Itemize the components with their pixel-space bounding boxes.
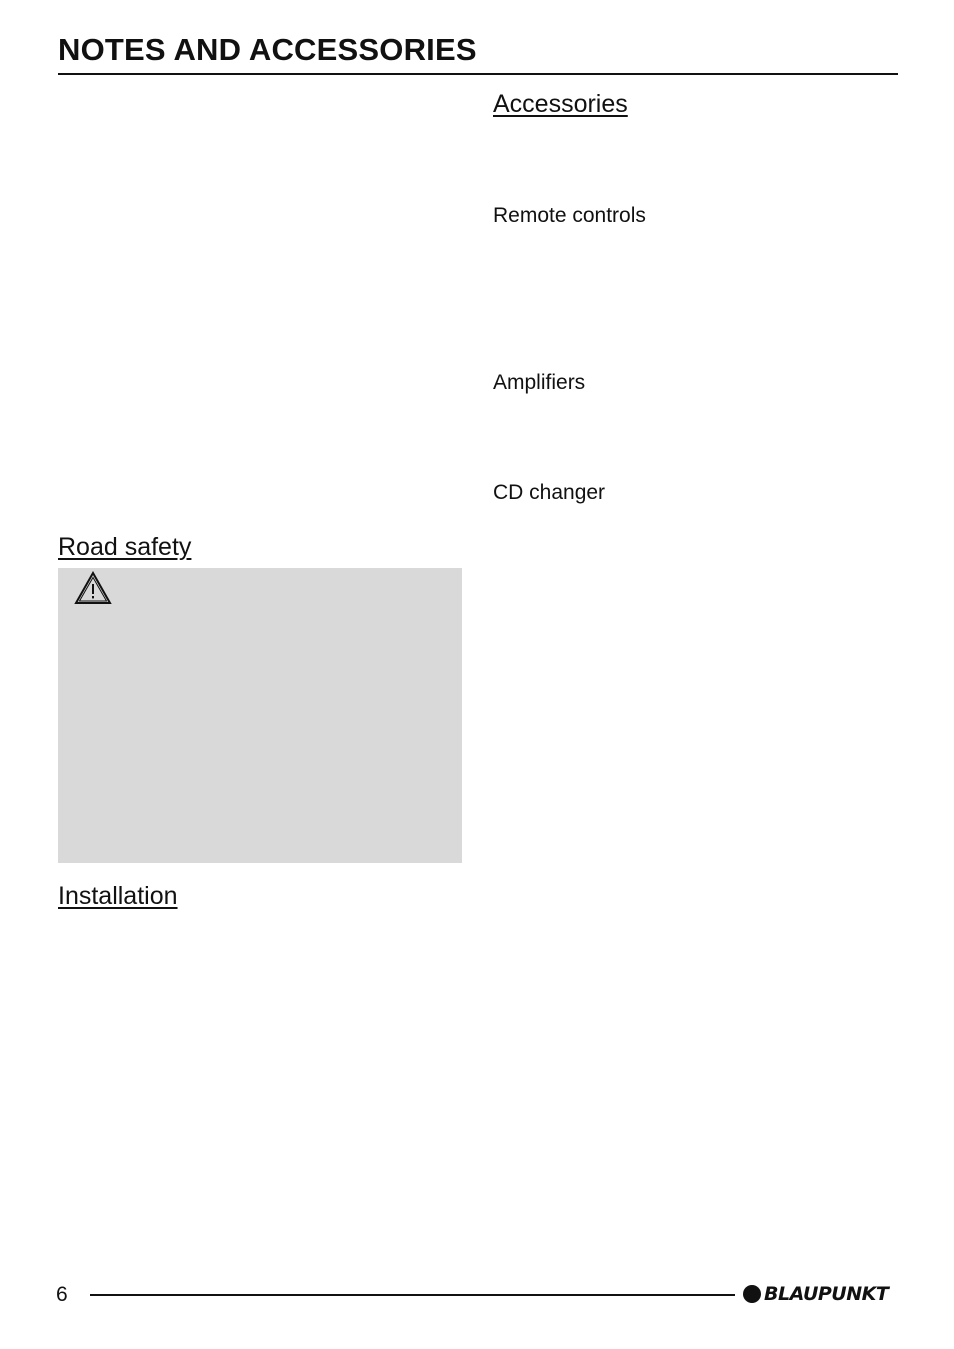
page-title: NOTES AND ACCESSORIES xyxy=(58,32,477,67)
road-safety-warning-box xyxy=(58,568,462,863)
cd-changer-heading: CD changer xyxy=(493,481,606,504)
page-number: 6 xyxy=(56,1283,68,1306)
road-safety-heading: Road safety xyxy=(58,533,192,561)
remote-controls-heading: Remote controls xyxy=(493,204,646,227)
installation-heading: Installation xyxy=(58,882,178,910)
accessories-heading: Accessories xyxy=(493,90,628,118)
brand-name: BLAUPUNKT xyxy=(764,1283,889,1305)
amplifiers-heading: Amplifiers xyxy=(493,371,586,394)
title-divider xyxy=(58,73,898,75)
footer-divider xyxy=(90,1294,735,1296)
brand-logo xyxy=(743,1283,888,1305)
brand-dot-icon xyxy=(743,1285,761,1303)
warning-triangle-icon xyxy=(74,571,112,605)
